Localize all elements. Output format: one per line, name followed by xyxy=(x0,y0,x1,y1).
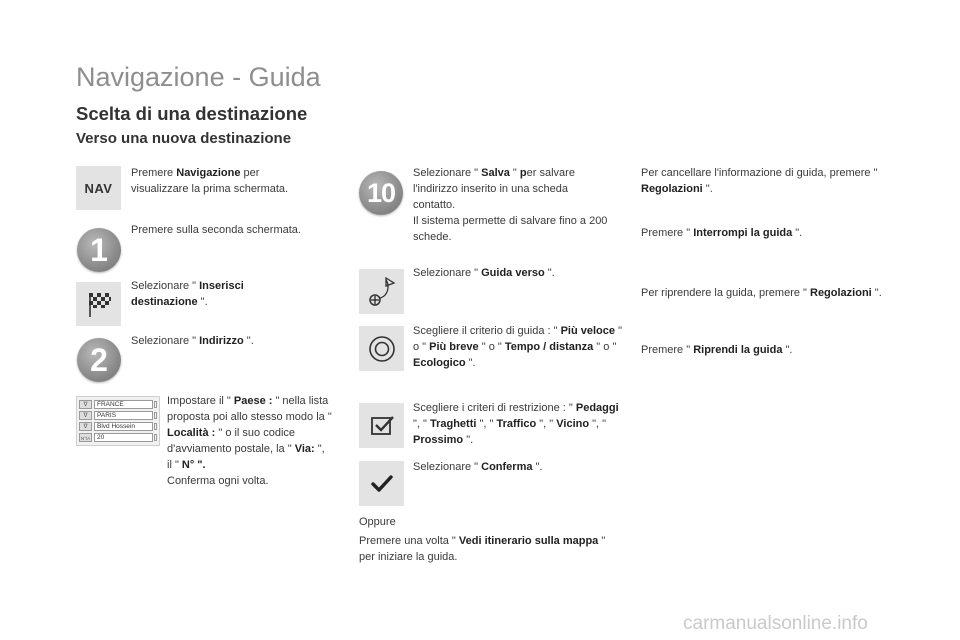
right-text-cancel: Per cancellare l'informazione di guida, premere " Regolazioni ". xyxy=(641,167,878,195)
address-form-image xyxy=(76,396,160,446)
step-1-badge: 1 xyxy=(77,228,121,272)
step-text-vedi-itinerario: Premere una volta " Vedi itinerario sulla mappa " per iniziare la guida. xyxy=(359,535,606,563)
target-criteria-icon xyxy=(359,326,404,371)
confirm-check-icon xyxy=(359,461,404,506)
step-text-paese: Impostare il " Paese : " nella lista proposta poi allo stesso modo la " Località : " o il suo codice d'avviamento postale, la " Via: ", il " N° ". Conferma ogni volta. xyxy=(167,395,332,487)
step-text-salva: Selezionare " Salva " per salvare l'indirizzo inserito in una scheda contatto. Il sistema permette di salvare fino a 200 schede. xyxy=(413,167,608,243)
step-text-indirizzo: Selezionare " Indirizzo ". xyxy=(131,335,254,347)
guida-verso-icon xyxy=(359,269,404,314)
page-title: Navigazione - Guida xyxy=(76,62,321,92)
step-text-conferma: Selezionare " Conferma ". xyxy=(413,461,543,473)
form-row-number xyxy=(79,433,157,442)
form-row-city xyxy=(79,411,157,420)
right-text-riprendere: Per riprendere la guida, premere " Regolazioni ". xyxy=(641,287,882,299)
step-text-restrizione: Scegliere i criteri di restrizione : " Pedaggi ", " Traghetti ", " Traffico ", " Vicino ", " Prossimo ". xyxy=(413,402,619,446)
oppure-label: Oppure xyxy=(359,516,396,528)
dropdown-triangle-icon: ∇ xyxy=(79,422,92,431)
number-icon: N°/A xyxy=(79,433,92,442)
restriction-checkbox-icon xyxy=(359,403,404,448)
watermark: carmanualsonline.info xyxy=(683,613,868,634)
dropdown-triangle-icon: ∇ xyxy=(79,411,92,420)
step-text-criterio: Scegliere il criterio di guida : " Più veloce " o " Più breve " o " Tempo / distanza " o " Ecologico ". xyxy=(413,325,622,369)
section-heading: Scelta di una destinazione xyxy=(76,103,308,124)
step-text-second-screen: Premere sulla seconda schermata. xyxy=(131,224,301,236)
step-text-guida-verso: Selezionare " Guida verso ". xyxy=(413,267,555,279)
nav-label: NAV xyxy=(84,180,113,196)
right-text-interrompi: Premere " Interrompi la guida ". xyxy=(641,227,803,239)
form-row-street xyxy=(79,422,157,431)
checkered-flag-icon xyxy=(76,282,121,326)
step-text-navigazione: Premere Navigazione per visualizzare la prima schermata. xyxy=(131,167,289,195)
nav-button-image xyxy=(76,166,121,210)
right-text-riprendi: Premere " Riprendi la guida ". xyxy=(641,344,793,356)
form-value: 20 xyxy=(94,433,153,442)
form-value: Blvd Hossein xyxy=(94,422,153,431)
step-2-badge: 2 xyxy=(77,338,121,382)
form-value: PARIS xyxy=(94,411,153,420)
form-row-country xyxy=(79,400,157,409)
subsection-heading: Verso una nuova destinazione xyxy=(76,130,292,147)
step-text-inserisci-destinazione: Selezionare " Inserisci destinazione ". xyxy=(131,280,244,308)
dropdown-triangle-icon: ∇ xyxy=(79,400,92,409)
form-value: FRANCE xyxy=(94,400,153,409)
step-10-badge: 10 xyxy=(359,171,403,215)
